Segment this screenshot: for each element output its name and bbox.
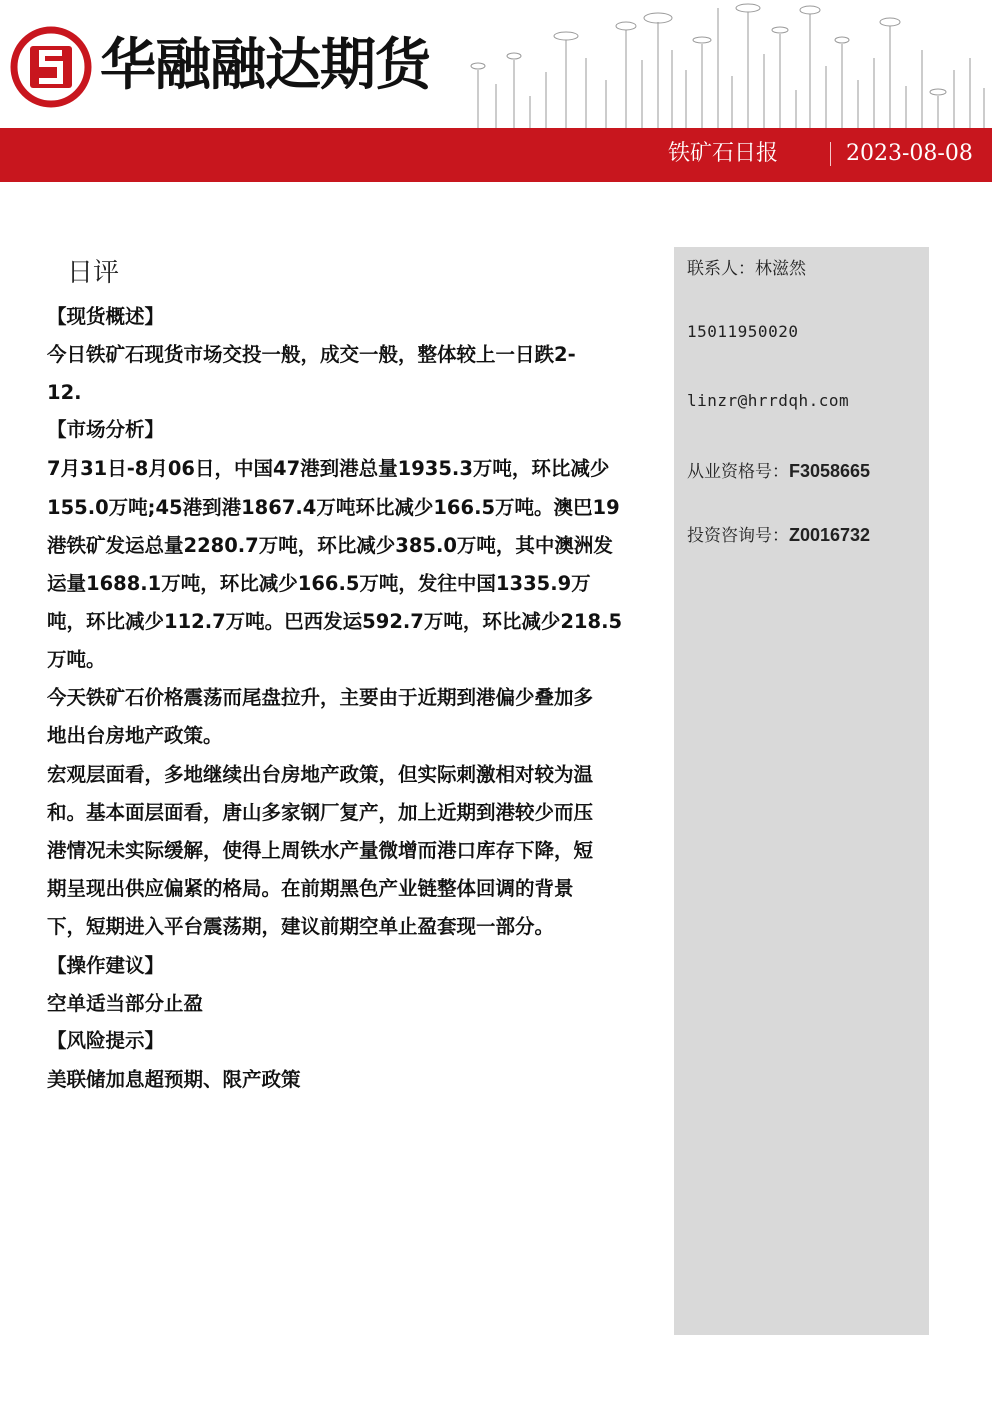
contact-email-value: linzr@hrrdqh.com xyxy=(687,391,850,410)
advice-heading: 【操作建议】 xyxy=(47,954,165,977)
macro-line-4: 期呈现出供应偏紧的格局。在前期黑色产业链整体回调的背景 xyxy=(47,877,574,900)
report-date: 2023-08-08 xyxy=(846,141,973,166)
contact-email xyxy=(687,391,849,411)
decorative-lines-graphic xyxy=(456,0,992,128)
company-logo-icon xyxy=(10,26,92,108)
market-line-4: 运量1688.1万吨，环比减少166.5万吨，发往中国1335.9万 xyxy=(47,572,591,595)
consulting-number xyxy=(687,521,870,546)
market-line-3: 港铁矿发运总量2280.7万吨，环比减少385.0万吨，其中澳洲发 xyxy=(47,534,613,557)
title-band xyxy=(0,128,992,182)
risk-text: 美联储加息超预期、限产政策 xyxy=(47,1068,301,1091)
contact-phone xyxy=(687,322,798,342)
contact-person-name: 林滋然 xyxy=(755,259,806,279)
spot-line-2: 12. xyxy=(47,381,82,404)
consulting-label: 投资咨询号： xyxy=(687,526,789,546)
title-separator xyxy=(830,142,831,166)
price-line-1: 今天铁矿石价格震荡而尾盘拉升，主要由于近期到港偏少叠加多 xyxy=(47,686,594,709)
section-title: 日评 xyxy=(67,258,120,288)
brand-name: 华融融达期货 xyxy=(100,33,430,98)
contact-person-label: 联系人： xyxy=(687,259,755,279)
qualification-label: 从业资格号： xyxy=(687,462,789,482)
market-line-1: 7月31日-8月06日，中国47港到港总量1935.3万吨，环比减少 xyxy=(47,457,610,480)
qualification-number xyxy=(687,457,870,482)
market-line-5: 吨，环比减少112.7万吨。巴西发运592.7万吨，环比减少218.5 xyxy=(47,610,623,633)
market-heading: 【市场分析】 xyxy=(47,418,165,441)
risk-heading: 【风险提示】 xyxy=(47,1029,165,1052)
qualification-value: F3058665 xyxy=(789,461,871,481)
report-header xyxy=(0,0,992,182)
price-line-2: 地出台房地产政策。 xyxy=(47,724,223,747)
consulting-value: Z0016732 xyxy=(789,525,871,545)
market-line-6: 万吨。 xyxy=(47,648,106,671)
contact-person xyxy=(687,254,806,279)
market-line-2: 155.0万吨;45港到港1867.4万吨环比减少166.5万吨。澳巴19 xyxy=(47,496,620,519)
report-title: 铁矿石日报 xyxy=(668,141,779,166)
macro-line-2: 和。基本面层面看，唐山多家钢厂复产，加上近期到港较少而压 xyxy=(47,801,594,824)
macro-line-1: 宏观层面看，多地继续出台房地产政策，但实际刺激相对较为温 xyxy=(47,763,594,786)
macro-line-3: 港情况未实际缓解，使得上周铁水产量微增而港口库存下降，短 xyxy=(47,839,594,862)
contact-phone-value: 15011950020 xyxy=(687,322,799,341)
macro-line-5: 下，短期进入平台震荡期，建议前期空单止盈套现一部分。 xyxy=(47,915,555,938)
spot-heading: 【现货概述】 xyxy=(47,305,165,328)
advice-text: 空单适当部分止盈 xyxy=(47,992,204,1015)
spot-line-1: 今日铁矿石现货市场交投一般，成交一般，整体较上一日跌2- xyxy=(47,343,576,366)
